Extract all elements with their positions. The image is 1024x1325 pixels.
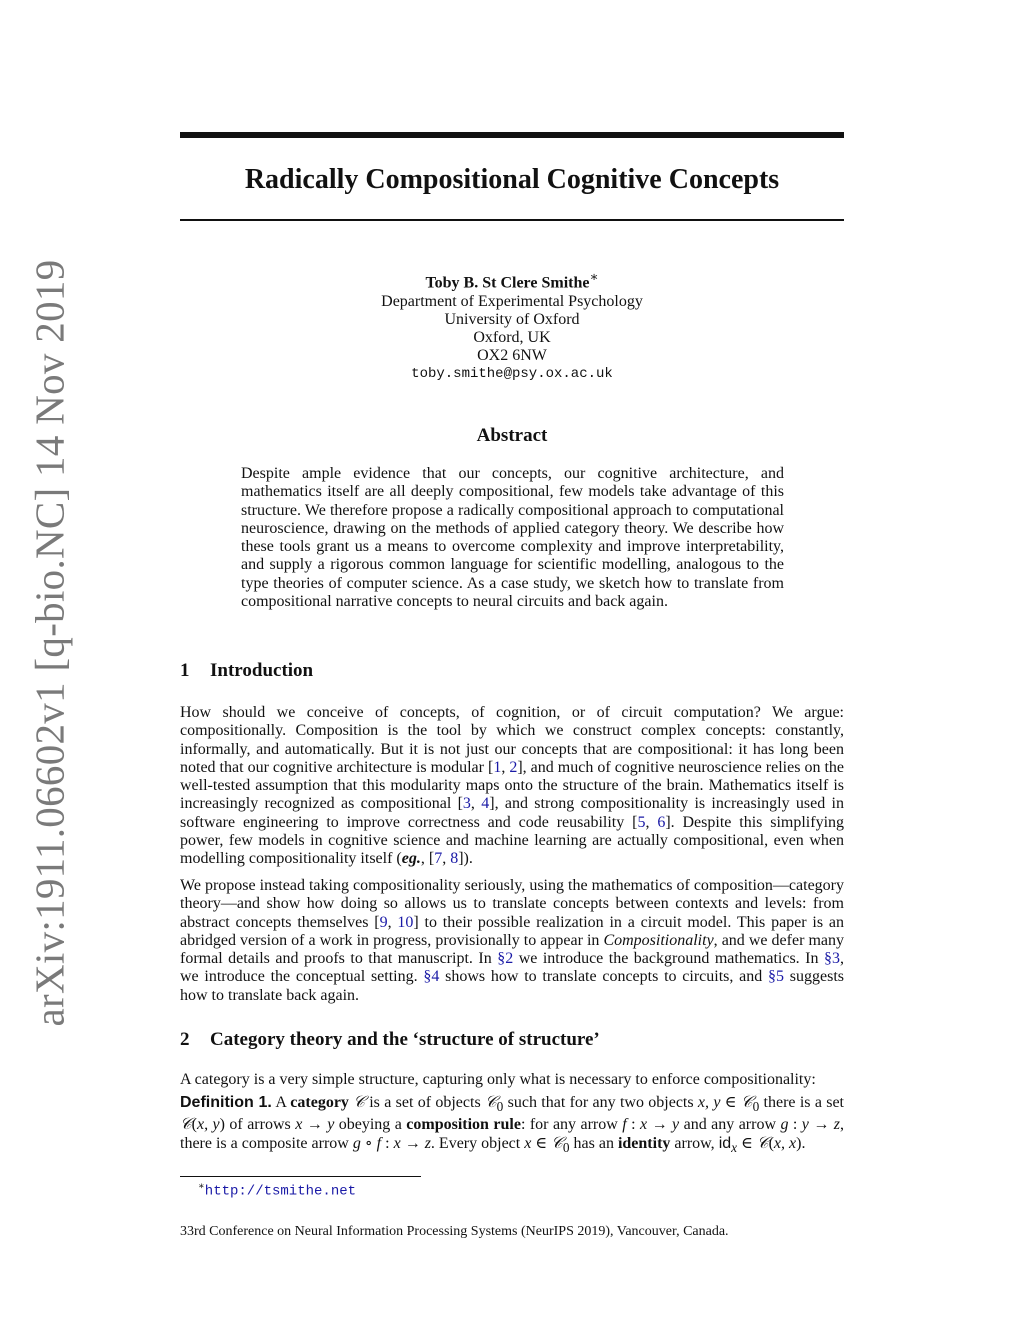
text: .: [801, 1134, 806, 1152]
section-ref-link[interactable]: §5: [768, 968, 785, 986]
citation-link[interactable]: 4: [481, 795, 490, 813]
citation-link[interactable]: 9: [379, 913, 388, 931]
abstract-heading: Abstract: [476, 425, 548, 446]
footnote-url-link[interactable]: http://tsmithe.net: [204, 1183, 357, 1200]
text: We propose instead taking compositionality seriously, using the mathematics of composition—category theory—and show how doing so allows us to translate concepts between contexts and levels: from abstract concepts themselves [: [180, 877, 844, 931]
paper-title: Radically Compositional Cognitive Concepts: [244, 164, 780, 195]
text: obeying a: [334, 1116, 407, 1134]
author-block: [180, 268, 844, 384]
section-number: 1: [180, 660, 190, 681]
text: has an: [569, 1134, 618, 1152]
journal-name: Compositionality: [603, 931, 714, 949]
author-department: Department of Experimental Psychology: [381, 292, 643, 310]
footnote-rule: [180, 1176, 421, 1177]
text: , we introduce the conceptual setting.: [180, 950, 844, 986]
text: : for any arrow: [520, 1116, 623, 1134]
term: composition rule: [406, 1116, 521, 1134]
footnote-mark: ∗: [198, 1181, 205, 1192]
author-city: Oxford, UK: [473, 328, 551, 346]
conference-note: 33rd Conference on Neural Information Processing Systems (NeurIPS 2019), Vancouver, Canada.: [180, 1224, 729, 1239]
text: A: [275, 1094, 291, 1111]
author-name: Toby B. St Clere Smithe: [425, 274, 590, 292]
citation-link[interactable]: 7: [434, 850, 443, 868]
text: and any arrow: [679, 1116, 781, 1134]
section-introduction-heading: [180, 660, 844, 682]
citation-link[interactable]: 5: [637, 813, 646, 831]
text: suggests how to translate back again.: [180, 968, 844, 1004]
citation-link[interactable]: 6: [657, 813, 666, 831]
text: ]).: [458, 850, 473, 868]
citation-link[interactable]: 10: [397, 913, 414, 931]
title-rule-bottom: [180, 219, 844, 221]
text: arrow,: [670, 1134, 719, 1152]
citation-link[interactable]: 2: [509, 758, 518, 776]
text: ]. Despite this simplifying power, few models in cognitive science and machine learning are actually compositional, even when modelling compositionality itself (: [180, 813, 845, 868]
text: we introduce the background mathematics. In: [513, 950, 824, 968]
text: such that for any two objects: [503, 1094, 698, 1111]
definition-label: Definition 1.: [180, 1094, 272, 1111]
section-title: Introduction: [210, 660, 314, 681]
citation-link[interactable]: 3: [462, 795, 471, 813]
footnote: [198, 1181, 356, 1200]
intro-paragraph-1: How should we conceive of concepts, of cognition, or of circuit computation? We argue: compositionally. Composition is the tool by which we construct complex concepts: constantly, informally, and automatically. But it is not just our concepts that are compositional: it has long been noted that our cognitive architecture is modular [1, 2], and much of cognitive neuroscience relies on the well-tested assumption that this modularity maps onto the structure of the brain. Mathematics itself is increasingly recognized as compositional [3, 4], and strong compositionality is increasingly used in software engineering to improve correctness and code reusability [5, 6]. Despite this simplifying power, few models in cognitive science and machine learning are actually compositional, even when modelling compositionality itself (eg., [7, 8]).: [180, 704, 845, 868]
text: of arrows: [224, 1116, 296, 1134]
author-postcode: OX2 6NW: [477, 347, 547, 365]
text: is a set of objects: [364, 1094, 485, 1111]
text: , there is a composite arrow: [180, 1116, 845, 1152]
text: ], and strong compositionality is increasingly used in software engineering to improve correctness and code reusability [: [180, 795, 845, 831]
title-rule-top: [180, 132, 844, 138]
citation-link[interactable]: 8: [450, 850, 459, 868]
term: identity: [617, 1134, 671, 1152]
text: shows how to translate concepts to circuits, and: [439, 968, 769, 986]
arxiv-stamp-text: arXiv:1911.06602v1 [q-bio.NC] 14 Nov 2019: [26, 259, 72, 1027]
text: ], and much of cognitive neuroscience relies on the well-tested assumption that this modularity maps onto the structure of the brain. Mathematics itself is increasingly recognized as compositional [: [180, 758, 844, 813]
author-footnote-mark: ∗: [589, 269, 599, 284]
section-title: Category theory and the ‘structure of structure’: [210, 1029, 600, 1050]
abstract-text: Despite ample evidence that our concepts, our cognitive architecture, and mathematics itself are all deeply compositional, few models take advantage of this structure. We therefore propose a radically compositional approach to computational neuroscience, drawing on the methods of applied category theory. We describe how these tools grant us a means to overcome complexity and improve interpretability, and supply a rigorous common language for scientific modelling, analogous to the type theories of computer science. As a case study, we sketch how to translate from compositional narrative concepts to neural circuits and back again.: [241, 465, 784, 611]
text: . Every object: [430, 1134, 525, 1152]
text: How should we conceive of concepts, of cognition, or of circuit computation? We argue: compositionally. Composition is the tool by which we construct complex concepts: constantly, informally, and automatically. But it is not just our concepts that are compositional: it has long been noted that our cognitive architecture is modular [: [180, 704, 844, 776]
section-ref-link[interactable]: §4: [423, 968, 440, 986]
text: , and we defer many formal details and proofs to that manuscript. In: [180, 931, 844, 968]
arxiv-stamp: [16, 259, 82, 1027]
text: there is a set: [759, 1094, 844, 1111]
abbrev-eg: eg.: [401, 850, 421, 868]
term: category: [290, 1094, 349, 1111]
author-email[interactable]: toby.smithe@psy.ox.ac.uk: [411, 366, 613, 383]
author-university: University of Oxford: [444, 310, 580, 328]
citation-link[interactable]: 1: [493, 758, 502, 776]
section-ref-link[interactable]: §3: [824, 950, 840, 968]
category-paragraph: A category is a very simple structure, capturing only what is necessary to enforce compositionality:: [180, 1071, 816, 1088]
section-category-heading: [180, 1029, 844, 1051]
text: ] to their possible realization in a circuit model. This paper is an abridged version of a work in progress, provisionally to appear in: [180, 913, 845, 949]
text: , [: [420, 850, 435, 868]
section-ref-link[interactable]: §2: [497, 950, 514, 968]
definition-1: Definition 1. A category 𝒞 is a set of objects 𝒞$_0$ such that for any two objects x, y ∈ 𝒞$_0$ there is a set 𝒞(x, y) of arrows x → y obeying a composition rule: for any arrow f : x → y and any arrow g : y → z, there is a composite arrow g ∘ f : x → z. Every object x ∈ 𝒞$_0$ has an identity arrow, $id_x$ ∈ 𝒞(x, x).: [180, 1094, 845, 1155]
section-number: 2: [180, 1029, 190, 1050]
intro-paragraph-2: We propose instead taking compositionality seriously, using the mathematics of composition—category theory—and show how doing so allows us to translate concepts between contexts and levels: from abstract concepts themselves [9, 10] to their possible realization in a circuit model. This paper is an abridged version of a work in progress, provisionally to appear in Compositionality, and we defer many formal details and proofs to that manuscript. In §2 we introduce the background mathematics. In §3, we introduce the conceptual setting. §4 shows how to translate concepts to circuits, and §5 suggests how to translate back again.: [180, 877, 845, 1004]
